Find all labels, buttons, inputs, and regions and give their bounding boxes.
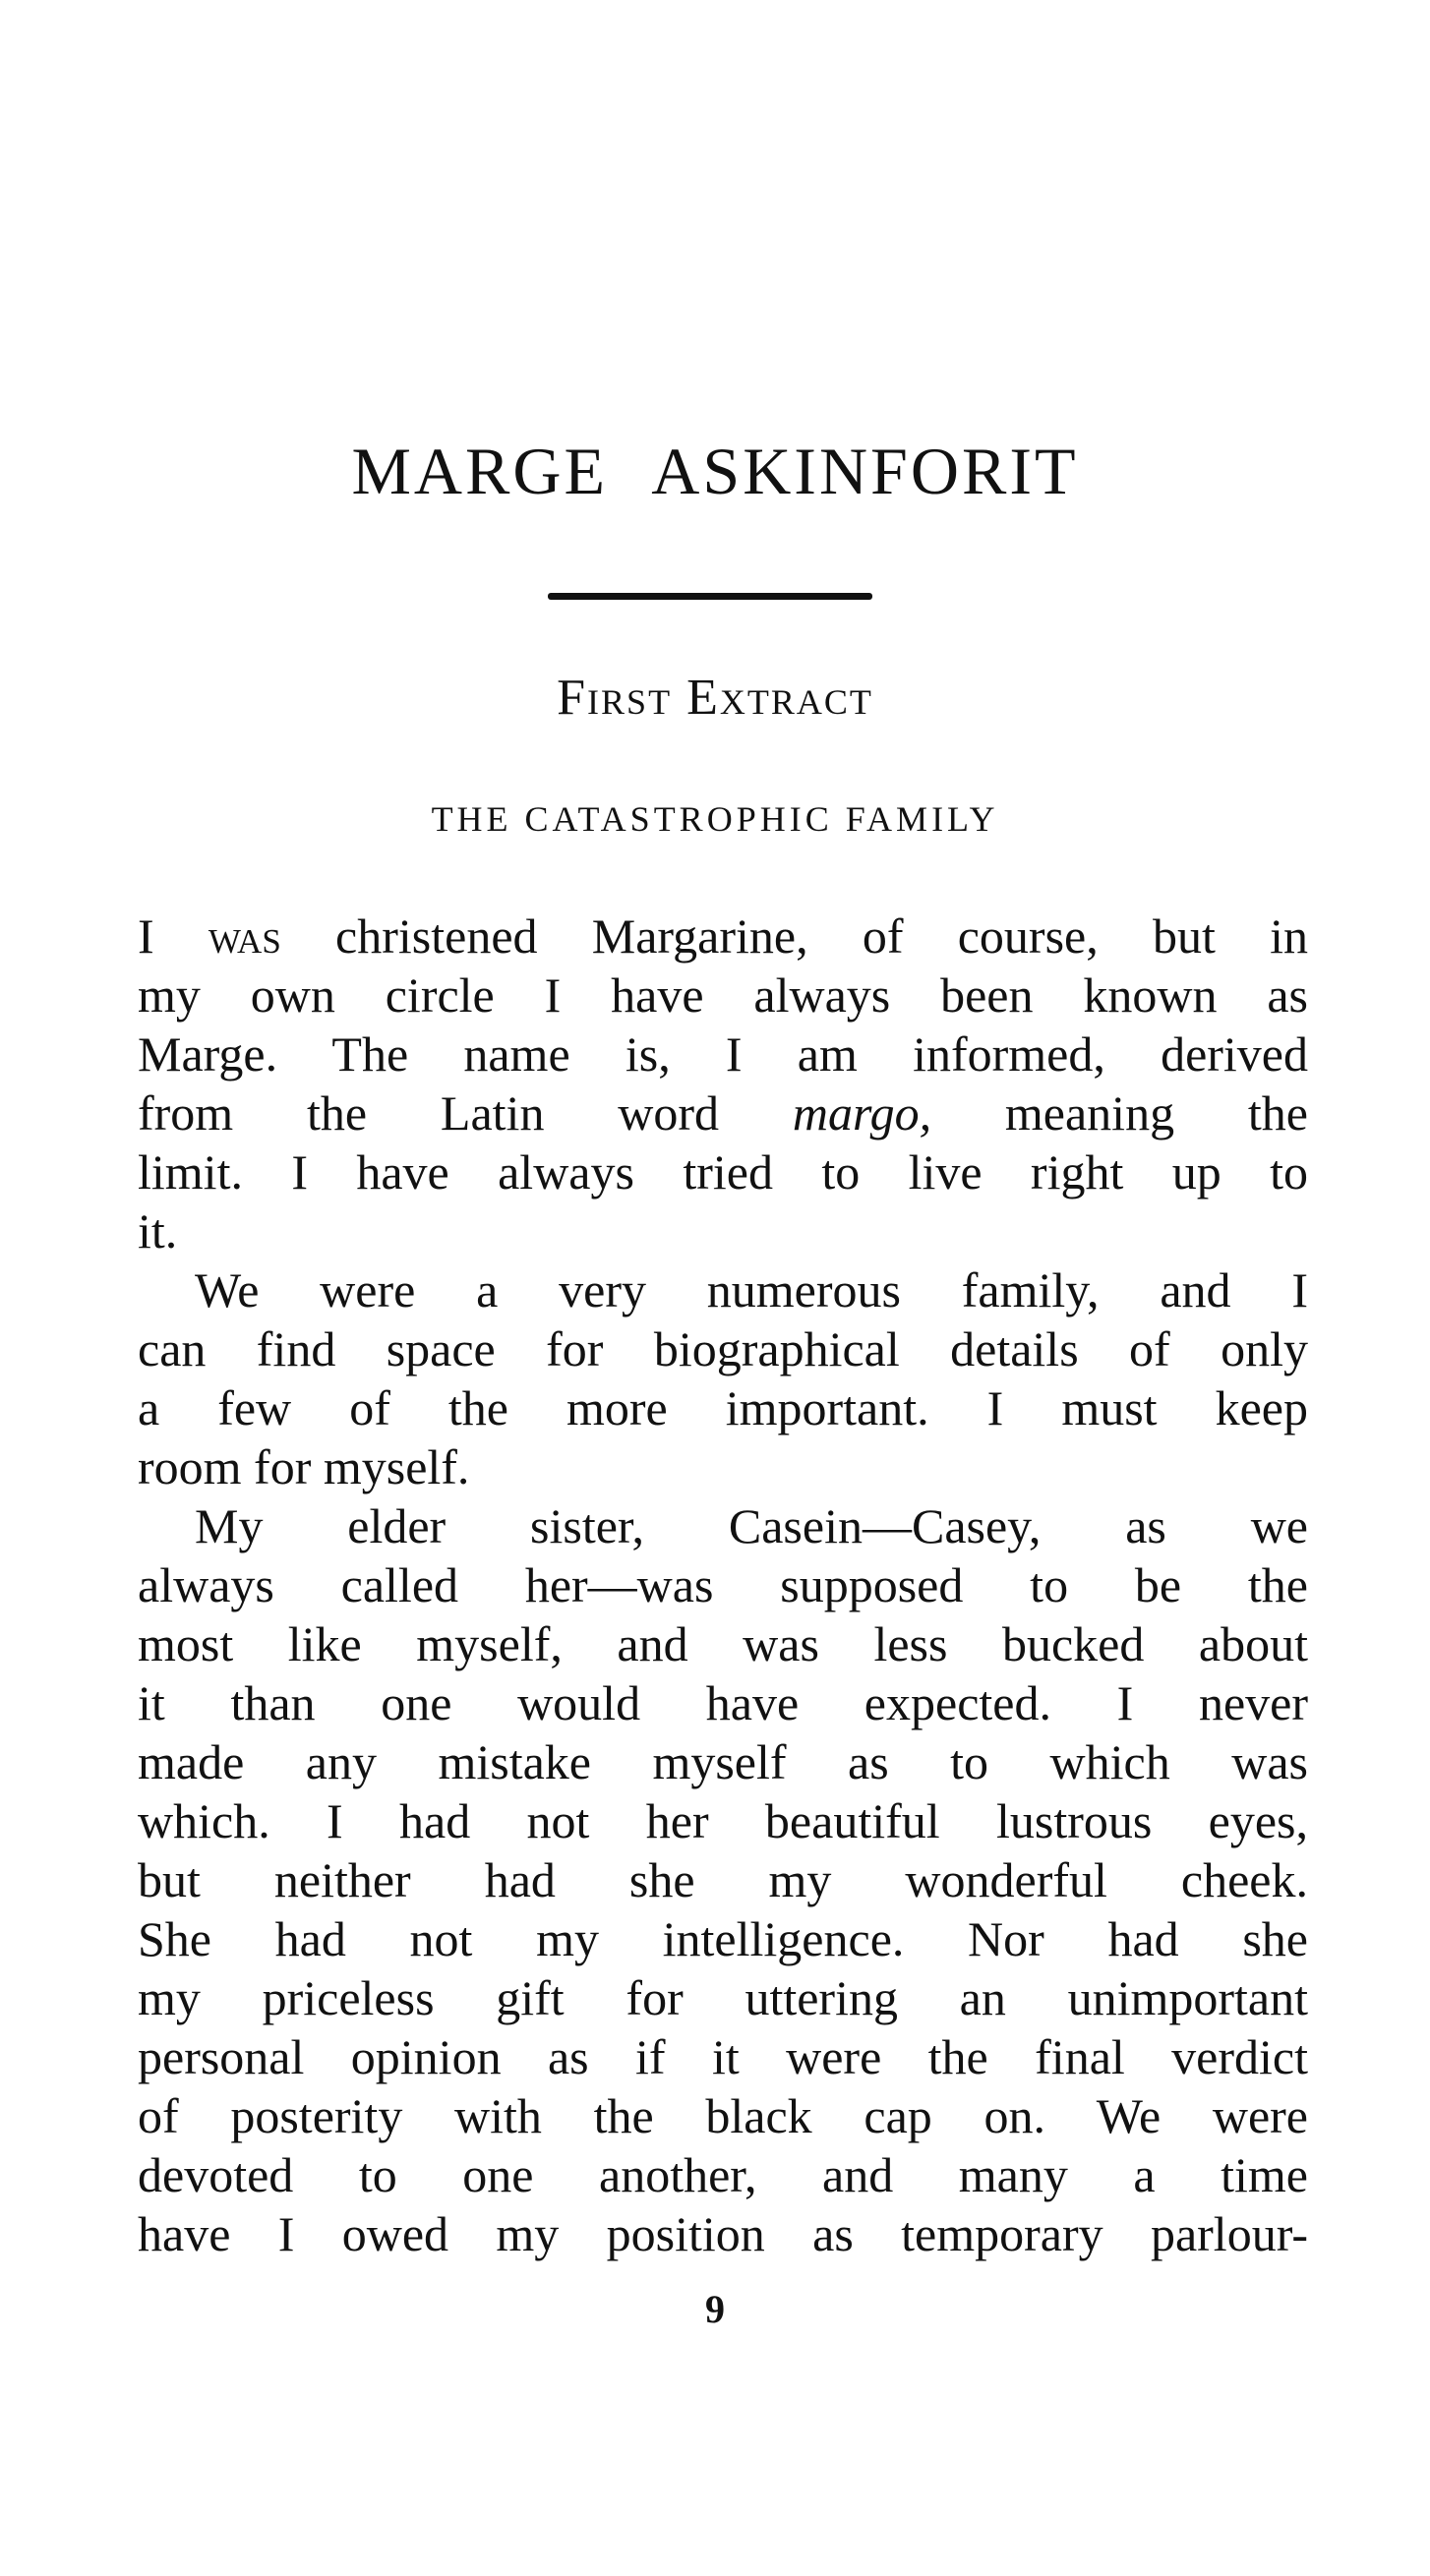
page-title: MARGE ASKINFORIT	[351, 434, 1079, 508]
text-line: We were a very numerous family, and I	[195, 1262, 1308, 1317]
text-line	[138, 907, 1308, 966]
text-line	[138, 1083, 1308, 1142]
text-line: my priceless gift for uttering an unimportant	[138, 1970, 1308, 2025]
text-line: made any mistake myself as to which was	[138, 1734, 1308, 1789]
text-line: Marge. The name is, I am informed, derived	[138, 1026, 1308, 1082]
chapter-heading: THE CATASTROPHIC FAMILY	[431, 799, 999, 839]
page-number: 9	[705, 2287, 725, 2331]
text-line: devoted to one another, and many a time	[138, 2147, 1308, 2202]
text-line: of posterity with the black cap on. We were	[138, 2088, 1308, 2143]
text-line: most like myself, and was less bucked about	[138, 1616, 1308, 1671]
text-line: a few of the more important. I must keep	[138, 1380, 1308, 1435]
line-part: from the Latin word	[138, 1085, 793, 1141]
text-line: can find space for biographical details of only	[138, 1321, 1308, 1376]
text-line: room for myself.	[138, 1439, 470, 1494]
line-rest: christened Margarine, of course, but in	[280, 908, 1308, 964]
text-line: which. I had not her beautiful lustrous eyes,	[138, 1793, 1308, 1848]
small-caps-word: was	[208, 908, 281, 964]
text-line: She had not my intelligence. Nor had she	[138, 1911, 1308, 1966]
text-line: but neither had she my wonderful cheek.	[138, 1852, 1308, 1907]
text-line: it.	[138, 1203, 178, 1259]
text-line: personal opinion as if it were the final verdict	[138, 2029, 1308, 2084]
drop-letter: I	[138, 908, 154, 964]
text-line: always called her—was supposed to be the	[138, 1557, 1308, 1612]
text-line: limit. I have always tried to live right up to	[138, 1144, 1308, 1200]
text-line: My elder sister, Casein—Casey, as we	[195, 1498, 1308, 1553]
extract-heading: First Extract	[557, 670, 873, 726]
text-line: my own circle I have always been known as	[138, 967, 1308, 1023]
text-line: it than one would have expected. I never	[138, 1675, 1308, 1730]
line-part: meaning the	[931, 1085, 1308, 1141]
title-rule	[548, 593, 872, 600]
text-line: have I owed my position as temporary parlour-	[138, 2206, 1308, 2261]
italic-word: margo,	[792, 1085, 932, 1141]
body-text	[138, 907, 1308, 2263]
